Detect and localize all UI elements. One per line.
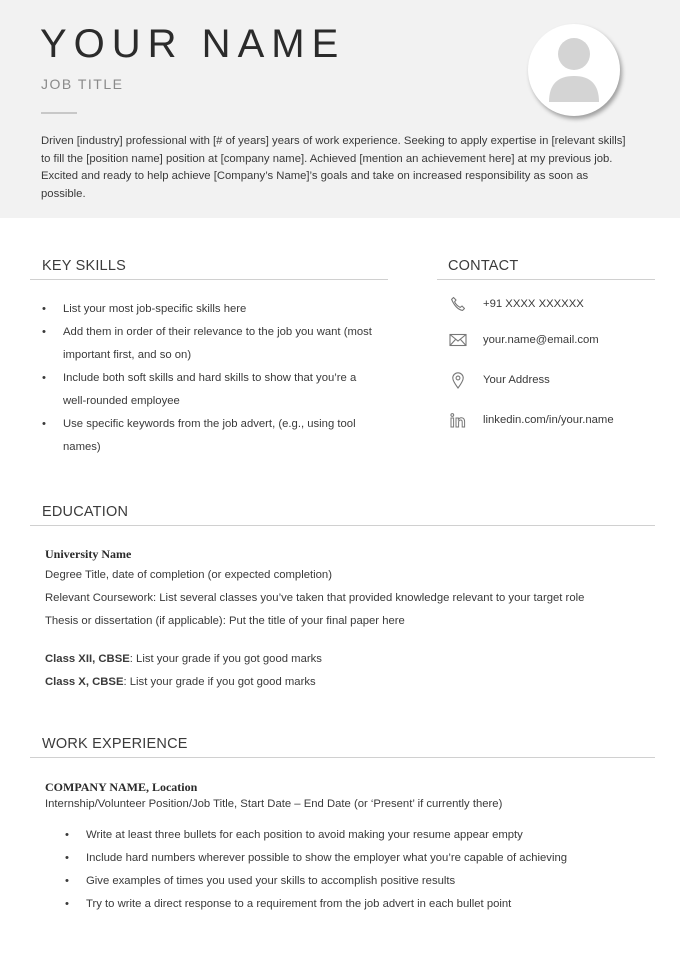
- avatar: [528, 24, 620, 116]
- title-divider: [41, 112, 77, 114]
- position-line: Internship/Volunteer Position/Job Title, Start Date – End Date (or ‘Present’ if currently there): [45, 798, 503, 810]
- location-pin-icon: [448, 370, 468, 390]
- contact-heading: CONTACT: [448, 258, 519, 274]
- list-item: • Include hard numbers wherever possible to show the employer what you’re capable of achieving: [65, 847, 645, 870]
- linkedin-icon: [448, 410, 468, 430]
- thesis-line: Thesis or dissertation (if applicable): Put the title of your final paper here: [45, 615, 405, 627]
- class-x-label: Class X, CBSE: [45, 676, 124, 688]
- contact-email: [448, 330, 599, 350]
- list-item: • Use specific keywords from the job advert, (e.g., using tool names): [42, 413, 382, 459]
- coursework-line: Relevant Coursework: List several classes you’ve taken that provided knowledge relevant to your target role: [45, 592, 585, 604]
- contact-linkedin: [448, 410, 614, 430]
- company-name: COMPANY NAME, Location: [45, 780, 198, 794]
- skills-divider: [30, 279, 388, 280]
- list-item: • Include both soft skills and hard skills to show that you’re a well-rounded employee: [42, 367, 382, 413]
- phone-icon: [448, 294, 468, 314]
- person-icon: [528, 24, 620, 116]
- linkedin-url[interactable]: linkedin.com/in/your.name: [483, 414, 614, 426]
- university-name: University Name: [45, 547, 132, 561]
- list-item: • Add them in order of their relevance to the job you want (most important first, and so on): [42, 321, 382, 367]
- skills-list: [42, 298, 382, 459]
- education-divider: [30, 525, 655, 526]
- list-item: • List your most job-specific skills here: [42, 298, 382, 321]
- skills-heading: KEY SKILLS: [42, 258, 126, 274]
- envelope-icon: [448, 330, 468, 350]
- degree-line: Degree Title, date of completion (or expected completion): [45, 569, 332, 581]
- class-xii-label: Class XII, CBSE: [45, 653, 130, 665]
- class-x-text: : List your grade if you got good marks: [123, 676, 316, 688]
- list-item: • Give examples of times you used your skills to accomplish positive results: [65, 870, 645, 893]
- phone-number: +91 XXXX XXXXXX: [483, 298, 584, 310]
- work-bullets: [65, 824, 645, 916]
- work-divider: [30, 757, 655, 758]
- work-heading: WORK EXPERIENCE: [42, 736, 188, 752]
- email-address[interactable]: your.name@email.com: [483, 334, 599, 346]
- class-x-line: [45, 676, 316, 688]
- address-text: Your Address: [483, 374, 550, 386]
- list-item: • Try to write a direct response to a requirement from the job advert in each bullet point: [65, 893, 645, 916]
- profile-summary: Driven [industry] professional with [# of years] years of work experience. Seeking to apply expertise in [relevant skills] to fill the [position name] position at [company name]. Achieved [mention an achievement here] at my previous job. Excited and ready to help achieve [Company’s Name]’s goals and take on increased responsibility as soon as possible.: [41, 135, 626, 200]
- class-xii-line: [45, 653, 322, 665]
- class-xii-text: : List your grade if you got good marks: [129, 653, 322, 665]
- header-band: [0, 0, 680, 218]
- contact-address: [448, 370, 550, 390]
- education-heading: EDUCATION: [42, 504, 129, 520]
- candidate-name: YOUR NAME: [40, 22, 346, 66]
- list-item: • Write at least three bullets for each position to avoid making your resume appear empty: [65, 824, 645, 847]
- contact-divider: [437, 279, 655, 280]
- job-title: JOB TITLE: [41, 76, 124, 92]
- contact-phone: [448, 294, 584, 314]
